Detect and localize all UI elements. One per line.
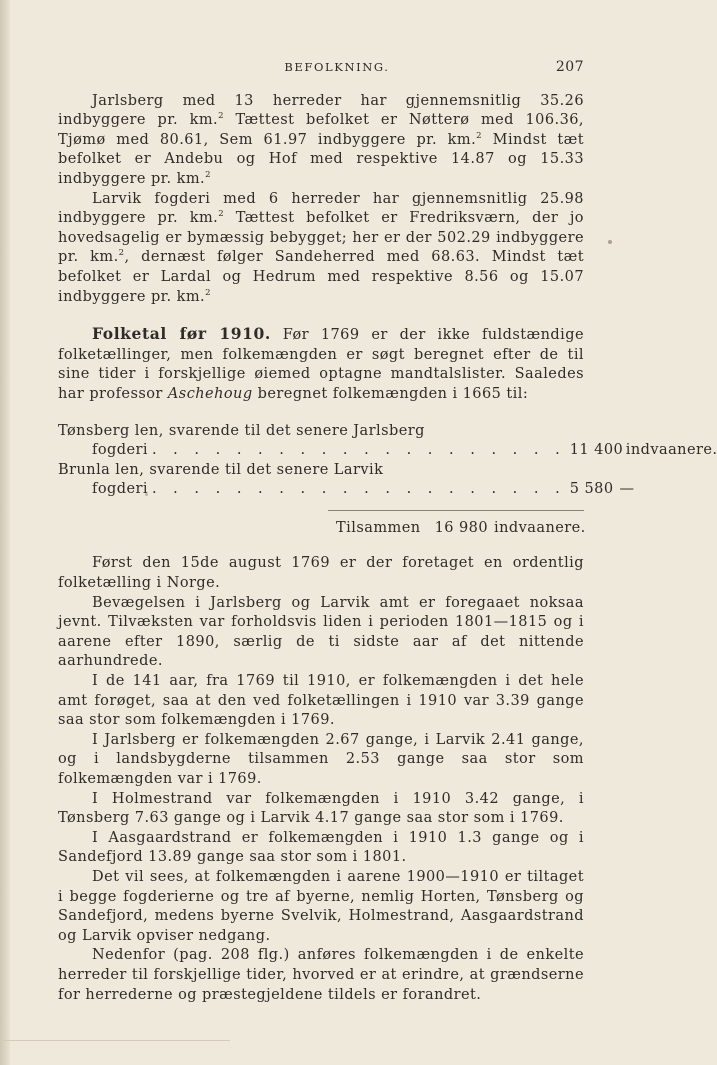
- ink-speck: [608, 240, 612, 244]
- paragraph: Det vil sees, at folkemængden i aarene 1900—1910 er tiltaget i begge fogderierne og tre af byerne, nemlig Horten, Tønsberg og Sandefjord, medens byerne Svelvik, Holmestrand, Aasgaardstrand og Larvik opviser nedgang.: [58, 868, 584, 944]
- paragraph: Nedenfor (pag. 208 flg.) anføres folkemængden i de enkelte herreder til forskjellige tider, hvorved er at erindre, at grændserne for herrederne og præstegjeldene tildels er forandret.: [58, 947, 584, 1003]
- row-label: Tønsberg len, svarende til det senere Jarlsberg: [58, 422, 425, 439]
- population-table: [58, 422, 717, 539]
- row-unit: indvaanere.: [625, 442, 717, 459]
- row-sublabel: fogderi: [92, 442, 148, 459]
- row-label: Brunla len, svarende til det senere Larvik: [58, 461, 384, 478]
- paragraph: Bevægelsen i Jarlsberg og Larvik amt er foregaaet noksaa jevnt. Tilvæksten var forholdsvis liden i perioden 1801—1815 og i aarene efter 1890, særlig de ti sidste aar af det nittende aarhundrede.: [58, 594, 584, 670]
- paragraph: I Jarlsberg er folkemængden 2.67 gange, i Larvik 2.41 gange, og i landsbygderne tilsammen 2.53 gange saa stor som folkemængden var i 1769.: [58, 731, 584, 787]
- leader-dots: . . . . . . . . . . . . . . . . . . . .: [151, 442, 566, 459]
- table-row: [58, 441, 717, 461]
- paragraph: Først den 15de august 1769 er der foretaget en ordentlig folketælling i Norge.: [58, 555, 584, 592]
- row-sublabel: fogderi: [92, 481, 148, 498]
- row-unit: —: [619, 481, 635, 498]
- author-name: Aschehoug: [167, 385, 253, 402]
- table-row: [58, 422, 584, 442]
- paragraph: I Aasgaardstrand er folkemængden i 1910 1.3 gange og i Sandefjord 13.89 gange saa stor som i 1801.: [58, 829, 584, 866]
- table-row: [58, 461, 584, 481]
- page-binding-edge: [0, 0, 10, 1065]
- paragraph: I Holmestrand var folkemængden i 1910 3.42 gange, i Tønsberg 7.63 gange og i Larvik 4.17 gange saa stor som i 1769.: [58, 790, 584, 827]
- paragraph-jarlsberg: Jarlsberg med 13 herreder har gjennemsnitlig 35.26 indbyggere pr. km.$^2$ Tættest befolket er Nøtterø med 106.36, Tjømø med 80.61, Sem 61.97 indbyggere pr. km.$^2$ Mindst tæt befolket er Andebu og Hof med respektive 14.87 og 15.33 indbyggere pr. km.$^2$: [58, 92, 584, 187]
- total-unit: indvaanere.: [494, 519, 586, 536]
- table-row: [58, 480, 635, 500]
- paragraph-folketal: Folketal før 1910. Før 1769 er der ikke fuldstændige folketællinger, men folkemængden er søgt beregnet efter de til sine tider i forskjellige øiemed optagne mandtalslister. Saaledes har professor Aschehoug beregnet folkemængden i 1665 til:: [58, 324, 584, 402]
- row-value: 5 580: [569, 481, 614, 498]
- document-page: [58, 58, 717, 1005]
- running-header: [58, 58, 584, 78]
- leader-dots: . . . . . . . . . . . . . . . . . . . .: [151, 481, 566, 498]
- running-title: BEFOLKNING.: [284, 60, 390, 74]
- row-value: 11 400: [569, 442, 624, 459]
- section-heading: Folketal før 1910.: [92, 324, 271, 344]
- paragraph: I de 141 aar, fra 1769 til 1910, er folkemængden i det hele amt forøget, saa at den ved folketællingen i 1910 var 3.39 gange saa stor som folkemængden i 1769.: [58, 673, 584, 729]
- page-scan-line: [0, 1040, 230, 1041]
- total-label: Tilsammen: [336, 519, 421, 536]
- page-number: 207: [555, 59, 584, 75]
- total-value: 16 980: [434, 519, 488, 536]
- table-total-row: [328, 510, 584, 539]
- paragraph-larvik: Larvik fogderi med 6 herreder har gjennemsnitlig 25.98 indbyggere pr. km.$^2$ Tættest befolket er Fredriksværn, der jo hovedsagelig er bymæssig bebygget; her er der 502.29 indbyggere pr. km.$^2$, dernæst følger Sandeherred med 68.63. Mindst tæt befolket er Lardal og Hedrum med respektive 8.56 og 15.07 indbyggere pr. km.$^2$: [58, 190, 584, 305]
- body-paragraphs: [58, 554, 584, 1005]
